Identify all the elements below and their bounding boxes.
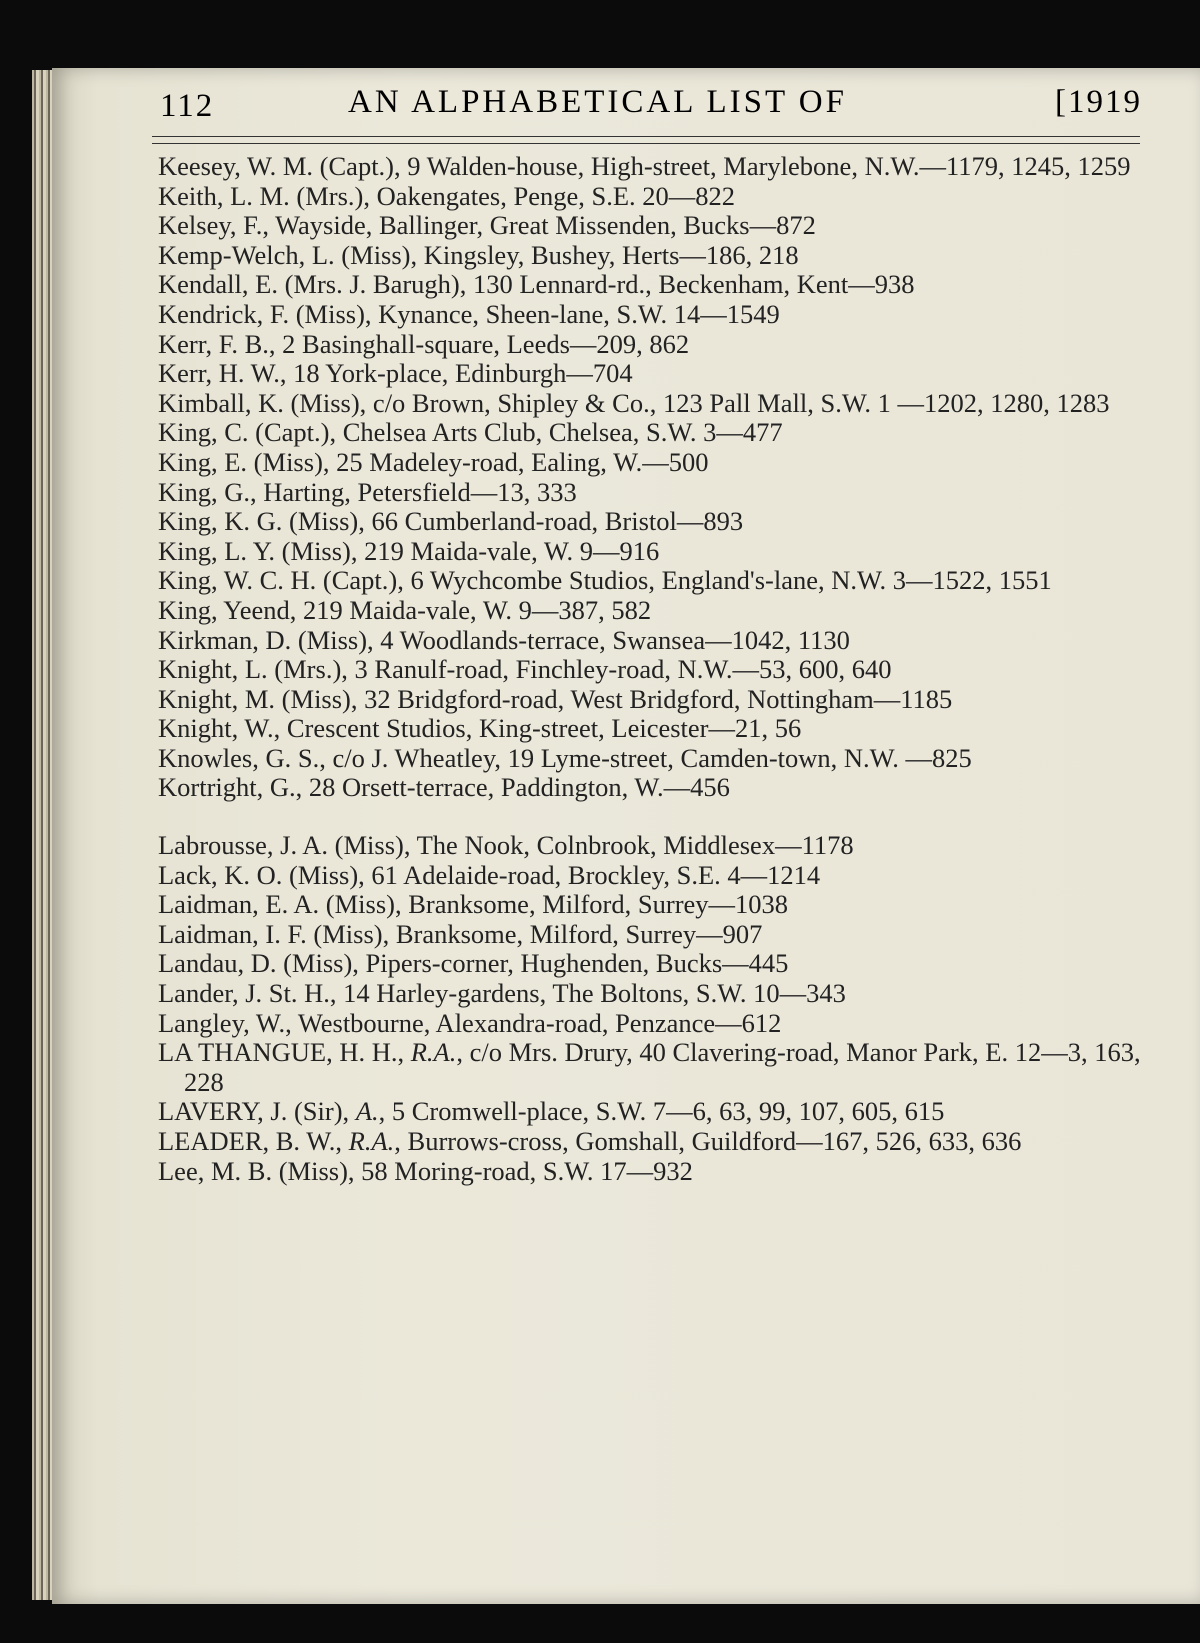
entry-list <box>158 152 1148 1186</box>
academy-title: R.A. <box>410 1037 457 1068</box>
list-entry: Lander, J. St. H., 14 Harley-gardens, The Boltons, S.W. 10—343 <box>158 978 846 1009</box>
entry-details: , Burrows-cross, Gomshall, Guildford—167, 526, 633, 636 <box>394 1126 1022 1156</box>
list-entry: Knight, M. (Miss), 32 Bridgford-road, West Bridgford, Nottingham—1185 <box>158 683 953 714</box>
list-entry: Kimball, K. (Miss), c/o Brown, Shipley & Co., 123 Pall Mall, S.W. 1 —1202, 1280, 1283 <box>158 387 1110 418</box>
list-entry: King, K. G. (Miss), 66 Cumberland-road, Bristol—893 <box>158 506 744 537</box>
artist-name: LAVERY, J. (Sir), <box>158 1096 356 1127</box>
list-entry: Kelsey, F., Wayside, Ballinger, Great Missenden, Bucks—872 <box>158 210 816 241</box>
list-entry: King, E. (Miss), 25 Madeley-road, Ealing, W.—500 <box>158 446 709 477</box>
list-entry: King, C. (Capt.), Chelsea Arts Club, Chelsea, S.W. 3—477 <box>158 417 783 448</box>
list-entry: Landau, D. (Miss), Pipers-corner, Hughenden, Bucks—445 <box>158 948 789 979</box>
list-entry: Kortright, G., 28 Orsett-terrace, Paddington, W.—456 <box>158 772 730 803</box>
list-entry: Kendall, E. (Mrs. J. Barugh), 130 Lennard-rd., Beckenham, Kent—938 <box>158 269 915 300</box>
list-entry: King, Yeend, 219 Maida-vale, W. 9—387, 582 <box>158 594 652 625</box>
list-entry: Lack, K. O. (Miss), 61 Adelaide-road, Brockley, S.E. 4—1214 <box>158 859 821 890</box>
list-entry: Knight, L. (Mrs.), 3 Ranulf-road, Finchley-road, N.W.—53, 600, 640 <box>158 654 892 685</box>
list-entry: Knowles, G. S., c/o J. Wheatley, 19 Lyme-street, Camden-town, N.W. —825 <box>158 742 972 773</box>
academy-title: A. <box>355 1096 379 1127</box>
list-entry: Kendrick, F. (Miss), Kynance, Sheen-lane, S.W. 14—1549 <box>158 298 780 329</box>
section-gap <box>158 803 1148 831</box>
list-entry: King, G., Harting, Petersfield—13, 333 <box>158 476 577 507</box>
page-number: 112 <box>160 88 215 124</box>
running-title: AN ALPHABETICAL LIST OF <box>348 84 847 120</box>
list-entry: Lee, M. B. (Miss), 58 Moring-road, S.W. 17—932 <box>158 1155 693 1186</box>
list-entry: Kerr, F. B., 2 Basinghall-square, Leeds—209, 862 <box>158 328 690 359</box>
list-entry: Laidman, E. A. (Miss), Branksome, Milford, Surrey—1038 <box>158 889 789 920</box>
year-label: [1919 <box>1055 84 1142 120</box>
list-entry: Knight, W., Crescent Studios, King-street, Leicester—21, 56 <box>158 713 802 744</box>
list-entry: Langley, W., Westbourne, Alexandra-road, Penzance—612 <box>158 1007 782 1038</box>
academician-entry <box>158 1127 1148 1157</box>
academician-entry <box>158 1097 1148 1127</box>
page-header <box>160 84 1142 132</box>
list-entry: King, L. Y. (Miss), 219 Maida-vale, W. 9—916 <box>158 535 660 566</box>
academy-title: R.A. <box>348 1126 395 1156</box>
artist-name: LEADER, B. W., <box>158 1126 349 1156</box>
list-entry: Kerr, H. W., 18 York-place, Edinburgh—704 <box>158 358 633 389</box>
list-entry: King, W. C. H. (Capt.), 6 Wychcombe Studios, England's-lane, N.W. 3—1522, 1551 <box>158 565 1052 596</box>
academician-entry <box>158 1038 1148 1097</box>
entry-details: , 5 Cromwell-place, S.W. 7—6, 63, 99, 107, 605, 615 <box>378 1096 945 1127</box>
list-entry: Labrousse, J. A. (Miss), The Nook, Colnbrook, Middlesex—1178 <box>158 830 854 861</box>
artist-name: LA THANGUE, H. H., <box>158 1037 411 1068</box>
entry-details: , c/o Mrs. Drury, 40 Clavering-road, Manor Park, E. 12—3, 163, 228 <box>184 1037 1141 1097</box>
list-entry: Kemp-Welch, L. (Miss), Kingsley, Bushey, Herts—186, 218 <box>158 239 799 270</box>
list-entry: Keesey, W. M. (Capt.), 9 Walden-house, High-street, Marylebone, N.W.—1179, 1245, 1259 <box>158 151 1131 181</box>
list-entry: Keith, L. M. (Mrs.), Oakengates, Penge, S.E. 20—822 <box>158 180 736 211</box>
list-entry: Kirkman, D. (Miss), 4 Woodlands-terrace, Swansea—1042, 1130 <box>158 624 850 655</box>
list-entry: Laidman, I. F. (Miss), Branksome, Milford, Surrey—907 <box>158 918 763 949</box>
header-rule <box>152 136 1140 144</box>
